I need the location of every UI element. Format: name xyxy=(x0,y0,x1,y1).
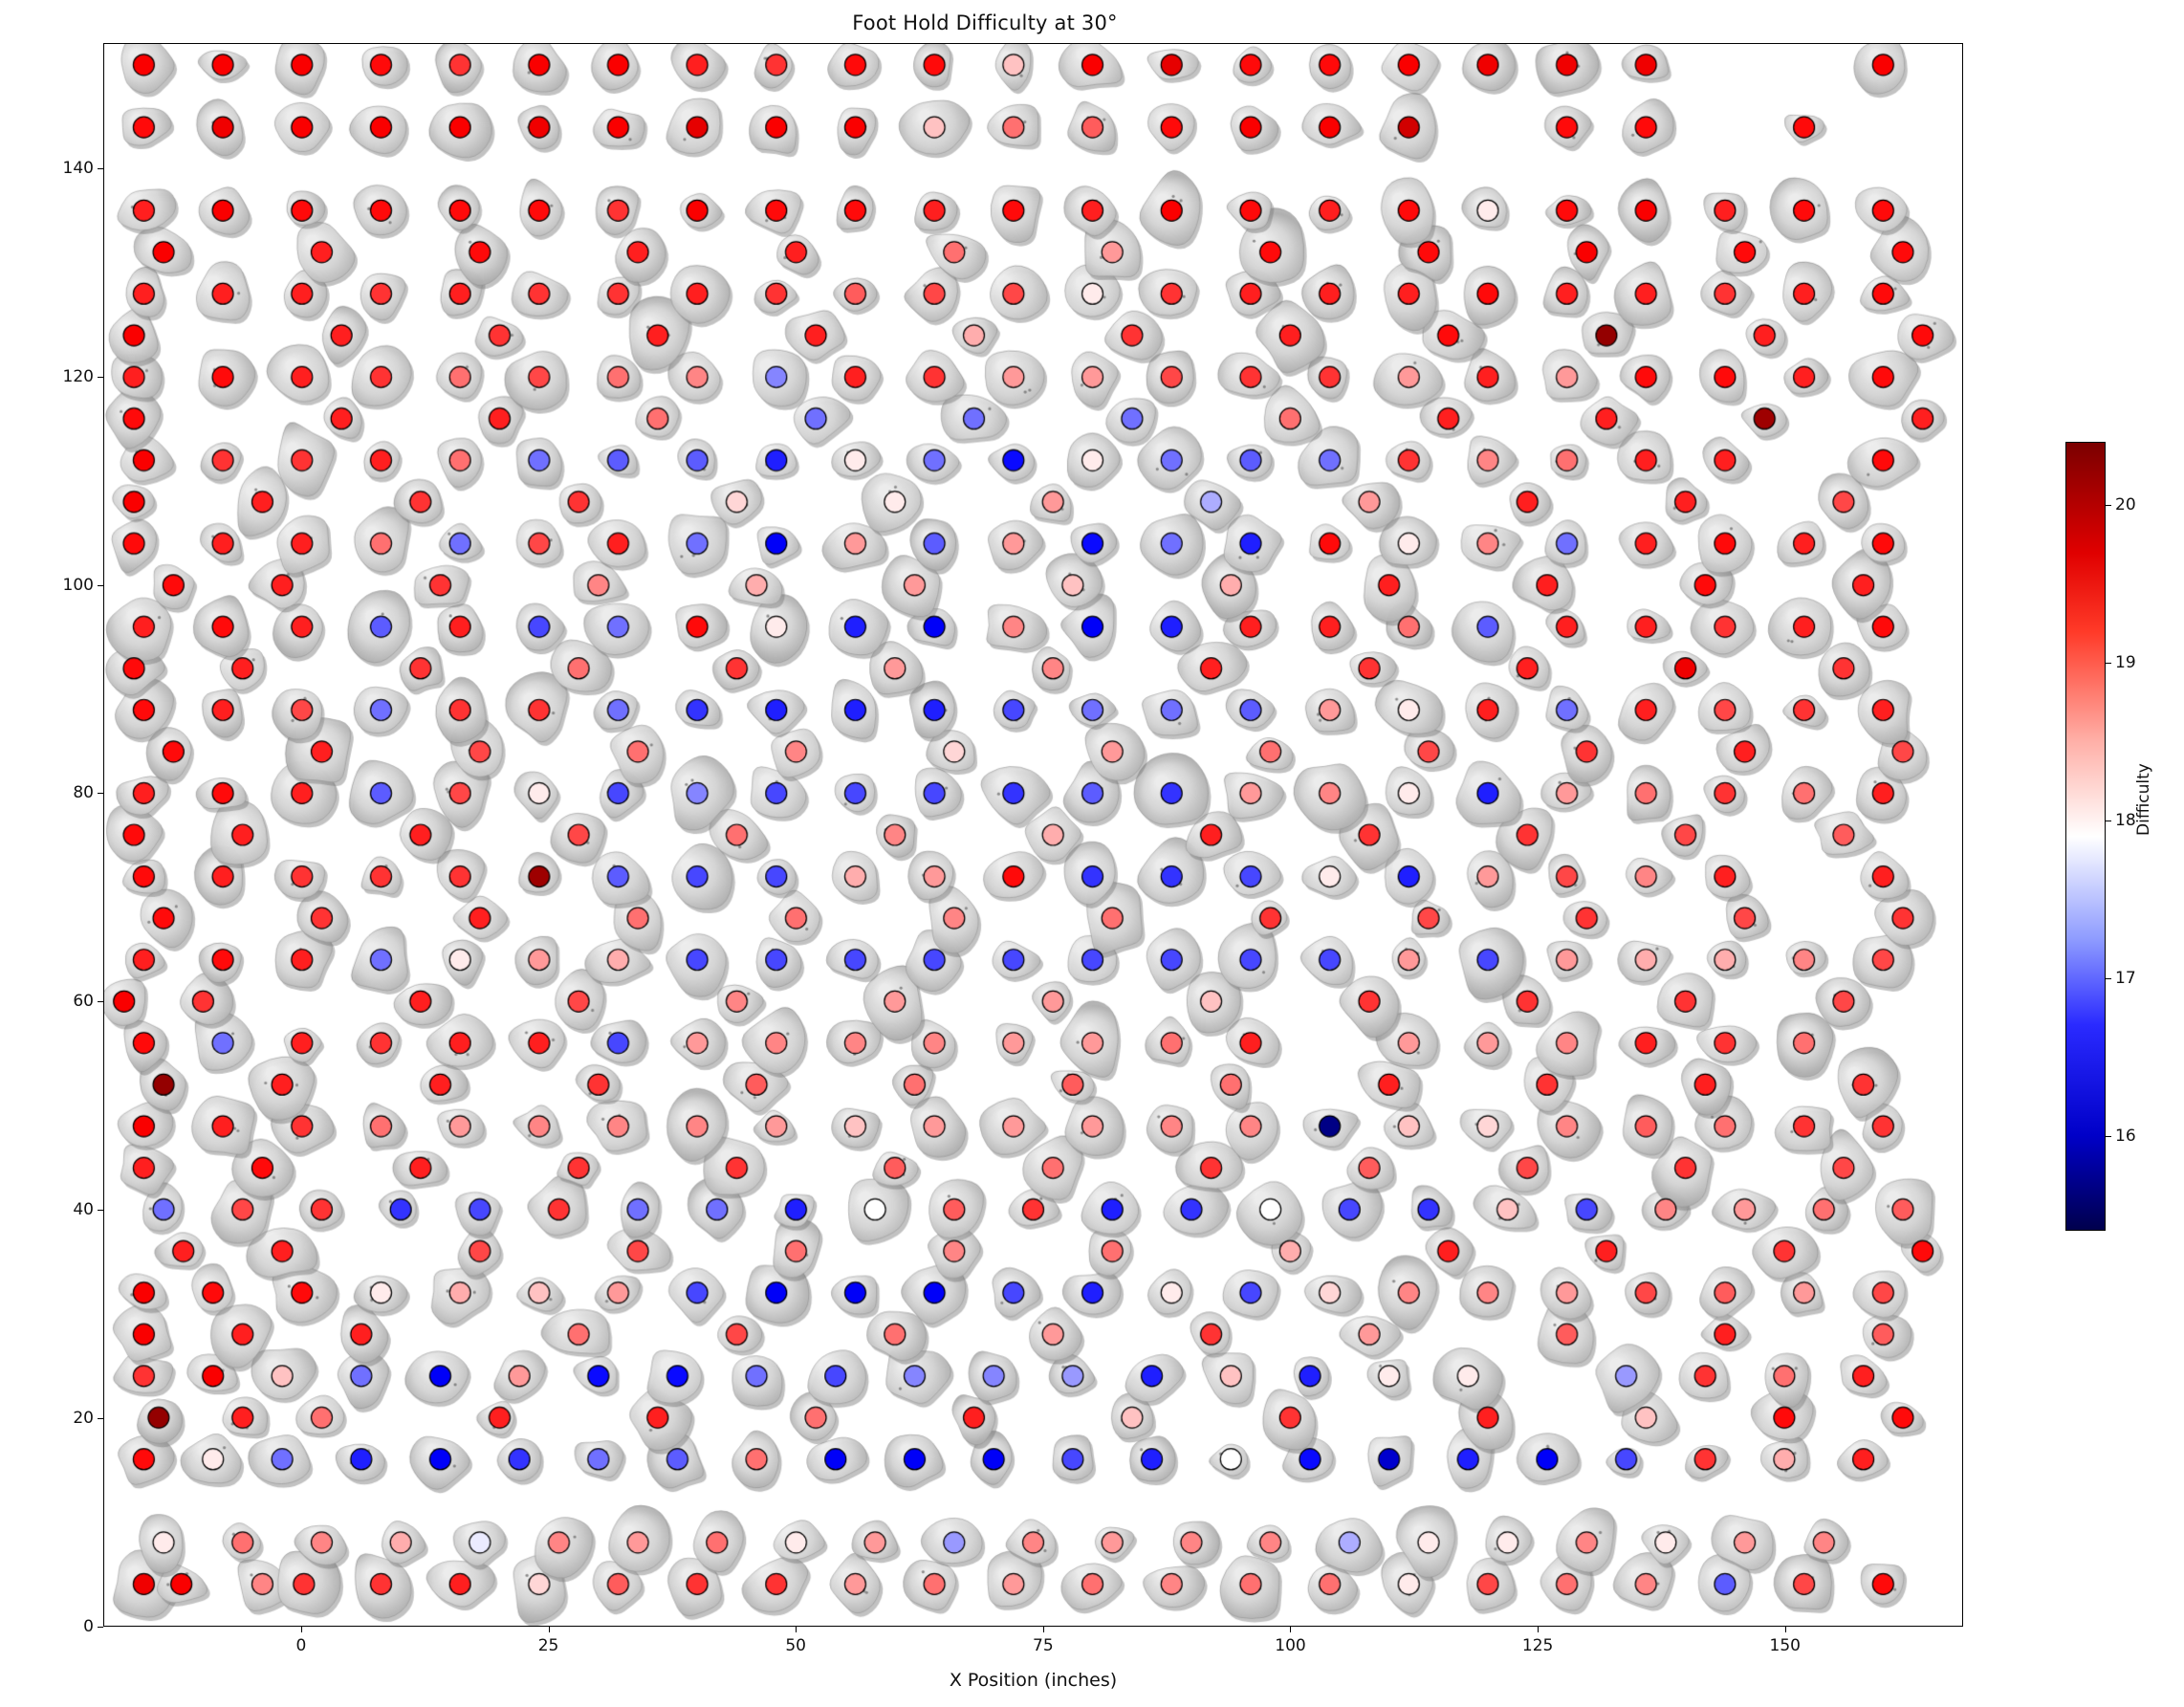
y-tick-label: 40 xyxy=(73,1200,94,1220)
y-tick-mark xyxy=(98,1627,103,1628)
y-tick-mark xyxy=(98,1418,103,1419)
y-tick-mark xyxy=(98,377,103,378)
x-tick-mark xyxy=(301,1627,302,1632)
x-tick-label: 50 xyxy=(785,1636,807,1655)
y-tick-mark xyxy=(98,168,103,169)
y-tick-label: 60 xyxy=(73,992,94,1012)
colorbar-tick-mark xyxy=(2106,505,2111,506)
x-tick-mark xyxy=(549,1627,550,1632)
y-tick-label: 0 xyxy=(83,1617,94,1636)
x-tick-label: 150 xyxy=(1769,1636,1801,1655)
x-tick-label: 75 xyxy=(1033,1636,1054,1655)
y-tick-label: 100 xyxy=(62,575,94,595)
colorbar-label: Difficulty xyxy=(2134,763,2153,836)
colorbar-gradient xyxy=(2065,442,2106,1231)
x-tick-mark xyxy=(1290,1627,1291,1632)
y-tick-label: 120 xyxy=(62,366,94,386)
y-tick-mark xyxy=(98,585,103,586)
x-tick-mark xyxy=(1785,1627,1786,1632)
x-tick-mark xyxy=(1538,1627,1539,1632)
colorbar-tick-mark xyxy=(2106,1136,2111,1137)
y-tick-mark xyxy=(98,1001,103,1002)
x-tick-label: 100 xyxy=(1275,1636,1306,1655)
x-tick-label: 25 xyxy=(537,1636,559,1655)
colorbar-tick-mark xyxy=(2106,663,2111,664)
x-tick-mark xyxy=(796,1627,797,1632)
colorbar-tick-label: 16 xyxy=(2115,1127,2136,1146)
x-tick-label: 0 xyxy=(295,1636,307,1655)
scatter-plot-canvas xyxy=(104,44,1962,1626)
x-tick-mark xyxy=(1043,1627,1044,1632)
page-title: Foot Hold Difficulty at 30° xyxy=(852,11,1118,34)
y-tick-label: 20 xyxy=(73,1409,94,1429)
y-tick-mark xyxy=(98,793,103,794)
y-tick-mark xyxy=(98,1210,103,1211)
x-tick-label: 125 xyxy=(1521,1636,1554,1655)
plot-area xyxy=(103,43,1963,1627)
colorbar-tick-mark xyxy=(2106,978,2111,979)
x-axis-label: X Position (inches) xyxy=(949,1670,1118,1691)
colorbar-tick-label: 20 xyxy=(2115,495,2136,514)
colorbar-tick-label: 18 xyxy=(2115,811,2136,830)
colorbar xyxy=(2065,442,2136,1231)
y-tick-label: 80 xyxy=(73,783,94,803)
colorbar-tick-label: 19 xyxy=(2115,653,2136,672)
colorbar-tick-label: 17 xyxy=(2115,969,2136,988)
y-tick-label: 140 xyxy=(62,158,94,178)
